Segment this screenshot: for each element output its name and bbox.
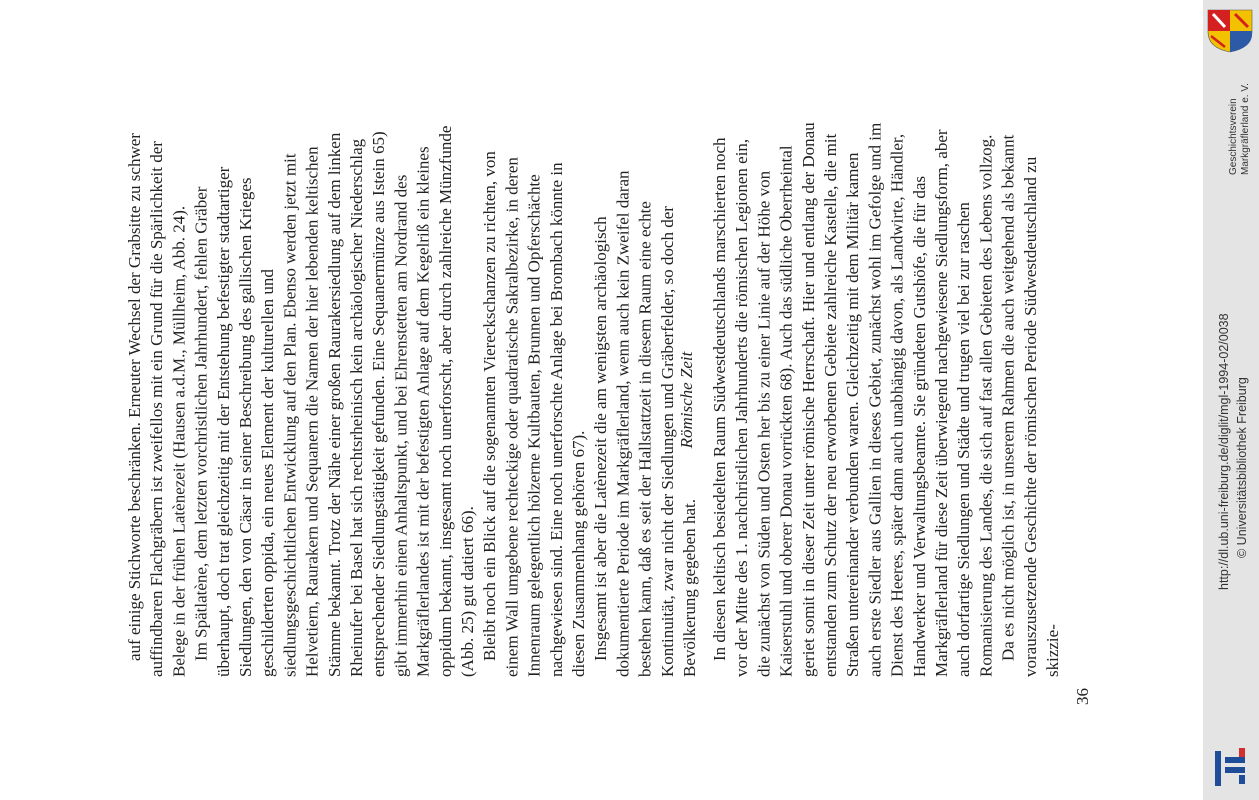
text-line: vor der Mitte des 1. nachchristlichen Jahrhunderts die römischen Legionen ein, — [732, 138, 752, 677]
text-line: siedlungsgeschichtlichen Entwicklung auf den Plan. Ebenso werden jetzt mit — [280, 153, 300, 677]
text-line: die zunächst von Süden und Osten her bis zu einer Linie auf der Höhe von — [754, 170, 774, 677]
society-line2: Markgräflerland e. V. — [1240, 83, 1251, 175]
text-line: Insgesamt ist aber die Latènezeit die am wenigsten archäologisch — [591, 216, 611, 661]
text-line: Im Spätlatène, dem letzten vorchristlichen Jahrhundert, fehlen Gräber — [191, 186, 211, 661]
text-line: auf einige Stichworte beschränken. Erneuter Wechsel der Grabsitte zu schwer — [125, 133, 144, 661]
text-line: Dienst des Heeres, später dann auch unabhängig davon, als Landwirte, Händler, — [887, 133, 907, 677]
text-line: geriet somit in dieser Zeit unter römische Herrschaft. Hier und entlang der Donau — [798, 122, 818, 677]
document-url-link[interactable]: http://dl.ub.uni-freiburg.de/diglit/mgl-1994-02/0038 — [1217, 313, 1231, 590]
text-line: oppidum bekannt, insgesamt noch unerforscht, aber durch zahlreiche Münzfunde — [435, 125, 455, 677]
text-line: geschilderten oppida, ein neues Element der kulturellen und — [258, 269, 278, 677]
text-line: einem Wall umgebene rechteckige oder quadratische Sakralbezirke, in deren — [502, 157, 522, 677]
text-line: auch erste Siedler aus Gallien in dieses Gebiet, zunächst wohl im Gefolge und im — [865, 122, 885, 677]
text-line: In diesen keltisch besiedelten Raum Südwestdeutschlands marschierten noch — [710, 137, 729, 661]
text-line: überhaupt, doch trat gleichzeitig mit der Entstehung befestigter stadtartiger — [213, 166, 233, 677]
viewer-sidebar — [1203, 0, 1259, 800]
copyright-notice: © Universitätsbibliothek Freiburg — [1235, 377, 1249, 558]
text-line: (Abb. 25) gut datiert 66). — [458, 506, 477, 677]
text-line: nachgewiesen sind. Eine noch unerforschte Anlage bei Brombach könnte in — [546, 162, 566, 677]
text-block-part1 — [125, 126, 699, 677]
sidebar-svg — [1203, 0, 1259, 800]
text-line: Stämme bekannt. Trotz der Nähe einer großen Raurakersiedlung auf dem linken — [324, 132, 344, 677]
text-line: bestehen kann, daß es seit der Hallstattzeit in diesem Raum eine echte — [635, 201, 655, 677]
text-line: Helvetiern, Raurakern und Sequanern die Namen der hier lebenden keltischen — [302, 146, 322, 677]
text-line: Romanisierung des Landes, die sich auf fast allen Gebieten des Lebens vollzog. — [976, 134, 996, 677]
text-line: Kontinuität, zwar nicht der Siedlungen und Gräberfelder, so doch der — [657, 206, 677, 677]
text-line: Da es nicht möglich ist, in unserem Rahmen die auch weitgehend als bekannt — [998, 134, 1018, 661]
text-line: vorauszusetzende Geschichte der römischen Periode Südwestdeutschland zu — [1020, 156, 1040, 677]
text-block-part2 — [710, 122, 1062, 677]
text-line: Bevölkerung gegeben hat. — [680, 499, 699, 677]
society-line1: Geschichtsverein — [1228, 98, 1239, 175]
text-line: gibt immerhin einen Anhaltspunkt, und bei Ehrenstetten am Nordrand des — [391, 174, 411, 677]
text-line: Straßen untereinander verbunden waren. Gleichzeitig mit dem Militär kamen — [843, 152, 863, 677]
text-line: Bleibt noch ein Blick auf die sogenannten Viereckschanzen zu richten, von — [480, 151, 500, 661]
text-line: Handwerker und Verwaltungsbeamte. Sie gründeten Gutshöfe, die für das — [909, 175, 929, 677]
text-line: entstanden zum Schutz der neu erworbenen Gebiete zahlreiche Kastelle, die mit — [821, 133, 840, 677]
text-line: Kaiserstuhl und oberer Donau vorrückten 68). Auch das südliche Oberrheintal — [776, 145, 796, 677]
text-line: Belege in der frühen Latènezeit (Hausen a.d.M., Müllheim, Abb. 24). — [169, 205, 189, 677]
text-line: auffindbaren Flachgräbern ist zweifellos mit ein Grund für die Spärlichkeit der — [147, 141, 167, 677]
text-line: Innenraum gelegentlich hölzerne Kultbauten, Brunnen und Opferschächte — [524, 174, 544, 677]
text-line: entsprechender Siedlungstätigkeit gefunden. Eine Sequanermünze aus Istein 65) — [369, 131, 389, 677]
text-line: Siedlungen, den von Cäsar in seiner Beschreibung des gallischen Krieges — [236, 177, 255, 677]
section-heading: Römische Zeit — [677, 351, 696, 449]
text-line: dokumentierte Periode im Markgräflerland, wenn auch kein Zweifel daran — [613, 170, 633, 677]
text-line: Markgräflerland für diese Zeit überwiegend nachgewiesene Siedlungsform, aber — [932, 129, 951, 677]
text-line: diesen Zusammenhang gehören 67). — [569, 430, 588, 677]
ub-freiburg-logo[interactable] — [1215, 748, 1245, 786]
text-line: auch dorfartige Siedlungen und Städte und trugen viel bei zur raschen — [954, 202, 974, 677]
text-line: Rheinufer bei Basel hat sich rechtsrheinisch kein archäologischer Niederschlag — [347, 138, 366, 677]
text-line: Markgräflerlandes ist mit der befestigten Anlage auf dem Kegelriß ein kleines — [413, 146, 433, 677]
page-number: 36 — [1073, 688, 1092, 705]
text-line: skizzie- — [1043, 624, 1062, 677]
coat-of-arms-logo[interactable] — [1208, 10, 1252, 52]
